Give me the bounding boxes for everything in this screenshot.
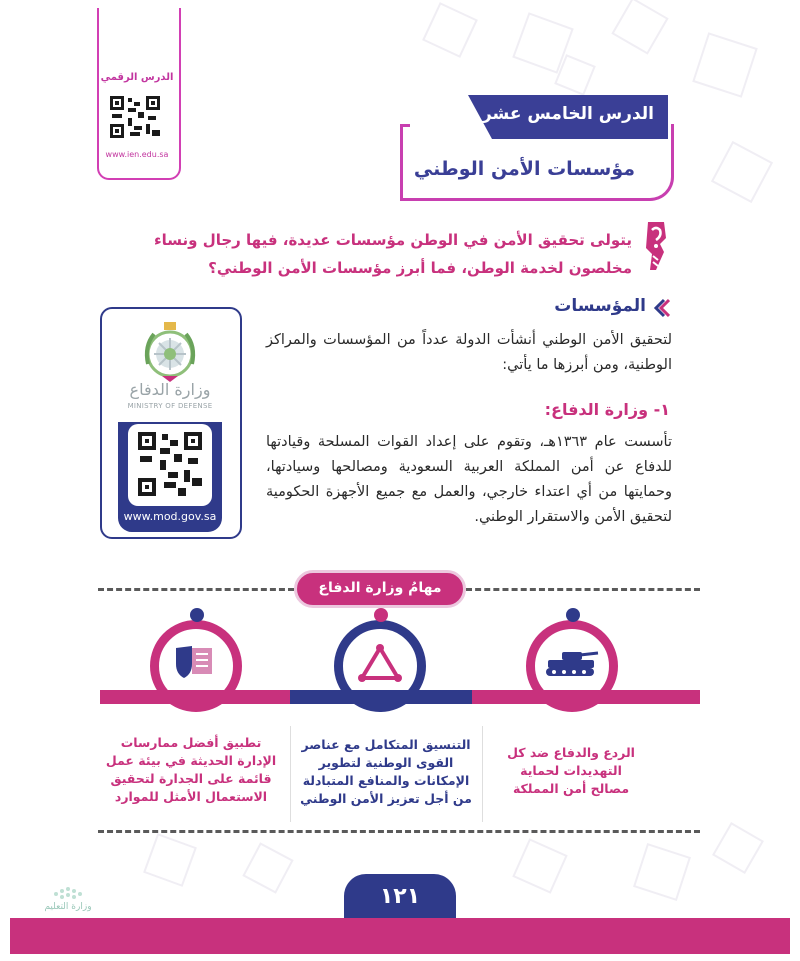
divider-right (466, 588, 700, 591)
tank-icon (544, 648, 600, 678)
task-divider-2 (482, 726, 483, 822)
task-item-deterrence: الردع والدفاع ضد كل التهديدات لحماية مصالح أمن المملكة (507, 745, 635, 796)
divider-bottom (98, 830, 700, 833)
task-divider-1 (290, 726, 291, 822)
intro-question: يتولى تحقيق الأمن في الوطن مؤسسات عديدة، فيها رجال ونساء مخلصون لخدمة الوطن، فما أبرز مؤسسات الأمن الوطني؟ (153, 231, 632, 277)
ministry-subheading: ١- وزارة الدفاع: (544, 400, 670, 419)
divider-left (98, 588, 294, 591)
task-dot-middle (374, 608, 388, 622)
ministry-logo-arabic: وزارة الدفاع (129, 380, 211, 399)
ministry-url[interactable]: www.mod.gov.sa (123, 510, 217, 523)
tasks-stripe-middle (290, 690, 472, 704)
section-heading: المؤسسات (554, 296, 646, 316)
task-dot-left (190, 608, 204, 622)
task-item-coordination: التنسيق المتكامل مع عناصر القوى الوطنية لتطوير الإمكانات والمنافع المتبادلة من أجل تعزيز الأمن الوطني (300, 737, 472, 806)
section-body: لتحقيق الأمن الوطني أنشأت الدولة عدداً من المؤسسات والمراكز الوطنية، ومن أبرزها ما يأتي: (266, 332, 672, 373)
ministry-description: تأسست عام ١٣٦٣هـ، وتقوم على إعداد القوات المسلحة وقيادتها للدفاع عن أمن المملكة العربية السعودية ومصالحها وسيادتها، وحمايتها من أي اعتداء خارجي، والعمل مع جميع الأجهزة الحكومية لتحقيق الأمن والاستقرار الوطني. (266, 434, 672, 525)
task-dot-right (566, 608, 580, 622)
thinking-head-icon (642, 218, 670, 274)
ministry-education-logo-text: وزارة التعليم (44, 902, 92, 912)
lesson-number: الدرس الخامس عشر (481, 104, 654, 124)
chevron-double-icon (650, 298, 670, 318)
digital-lesson-url[interactable]: www.ien.edu.sa (105, 150, 169, 159)
lesson-title: مؤسسات الأمن الوطني (413, 158, 635, 180)
footer-bar (10, 918, 790, 954)
ministry-logo-english: MINISTRY OF DEFENSE (127, 402, 213, 410)
network-triangle-icon (356, 642, 404, 686)
ministry-emblem-icon (134, 316, 206, 386)
qr-code-icon[interactable] (108, 94, 162, 140)
shield-document-icon (172, 642, 216, 682)
page-number: ١٢١ (379, 884, 421, 909)
tasks-title: مهامُ وزارة الدفاع (318, 580, 442, 596)
task-item-management: تطبيق أفضل ممارسات الإدارة الحديثة في بيئة عمل قائمة على الجدارة لتحقيق الاستعمال الأمثل للموارد (105, 735, 277, 804)
digital-lesson-label: الدرس الرقمي (100, 72, 174, 83)
ministry-qr-code-icon[interactable] (136, 430, 204, 498)
